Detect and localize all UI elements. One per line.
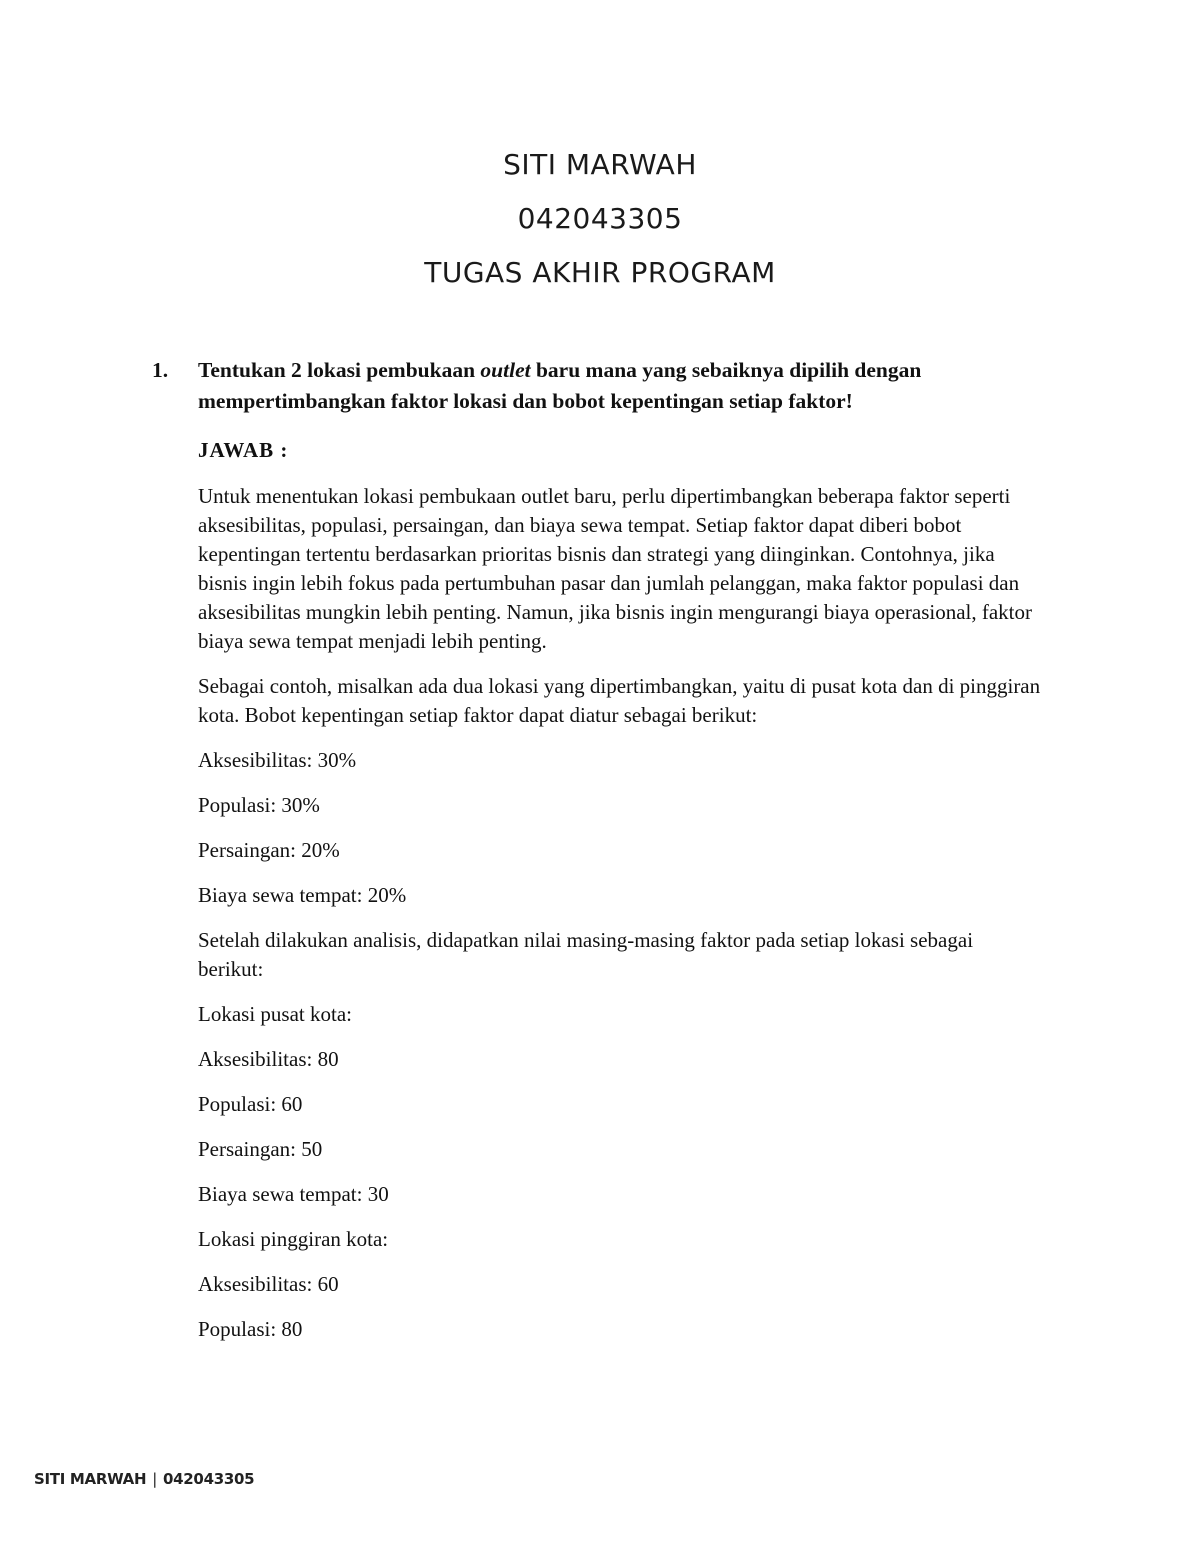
page-footer	[34, 1470, 254, 1488]
weight-populasi: Populasi: 30%	[198, 793, 320, 817]
answer-section	[198, 436, 1043, 1360]
intro-paragraph: Untuk menentukan lokasi pembukaan outlet baru, perlu dipertimbangkan beberapa faktor seperti aksesibilitas, populasi, persaingan, dan biaya sewa tempat. Setiap faktor dapat diberi bobot kepentingan tertentu berdasarkan prioritas bisnis dan strategi yang diinginkan. Contohnya, jika bisnis ingin lebih fokus pada pertumbuhan pasar dan jumlah pelanggan, maka faktor populasi dan aksesibilitas mungkin lebih penting. Namun, jika bisnis ingin mengurangi biaya operasional, faktor biaya sewa tempat menjadi lebih penting.	[198, 484, 1033, 653]
pusat-kota-aksesibilitas: Aksesibilitas: 80	[198, 1047, 339, 1071]
pinggiran-kota-label: Lokasi pinggiran kota:	[198, 1227, 389, 1251]
question-1	[152, 355, 1042, 417]
analysis-paragraph: Setelah dilakukan analisis, didapatkan nilai masing-masing faktor pada setiap lokasi sebagai berikut:	[198, 928, 974, 981]
footer-separator: |	[152, 1470, 158, 1488]
pinggiran-kota-aksesibilitas: Aksesibilitas: 60	[198, 1272, 339, 1296]
pusat-kota-label: Lokasi pusat kota:	[198, 1002, 352, 1026]
weight-aksesibilitas: Aksesibilitas: 30%	[198, 748, 357, 772]
pusat-kota-persaingan: Persaingan: 50	[198, 1137, 323, 1161]
example-paragraph: Sebagai contoh, misalkan ada dua lokasi yang dipertimbangkan, yaitu di pusat kota dan di pinggiran kota. Bobot kepentingan setiap faktor dapat diatur sebagai berikut:	[198, 674, 1041, 727]
student-id: 042043305	[517, 202, 683, 235]
pusat-kota-populasi: Populasi: 60	[198, 1092, 303, 1116]
footer-name: SITI MARWAH	[34, 1470, 147, 1488]
question-text-start: Tentukan 2 lokasi pembukaan	[198, 358, 481, 382]
question-text-italic: outlet	[480, 358, 531, 382]
document-title: TUGAS AKHIR PROGRAM	[424, 256, 776, 289]
question-text	[198, 355, 1042, 417]
weight-biaya-sewa: Biaya sewa tempat: 20%	[198, 883, 407, 907]
document-header	[0, 138, 1200, 300]
footer-id: 042043305	[163, 1470, 255, 1488]
weight-persaingan: Persaingan: 20%	[198, 838, 340, 862]
pinggiran-kota-populasi: Populasi: 80	[198, 1317, 303, 1341]
student-name: SITI MARWAH	[503, 148, 697, 181]
question-number: 1.	[152, 358, 169, 382]
pusat-kota-biaya-sewa: Biaya sewa tempat: 30	[198, 1182, 389, 1206]
answer-label: JAWAB :	[198, 438, 289, 462]
question-text-end: baru mana yang sebaiknya dipilih dengan mempertimbangkan faktor lokasi dan bobot kepentingan setiap faktor!	[198, 358, 922, 413]
